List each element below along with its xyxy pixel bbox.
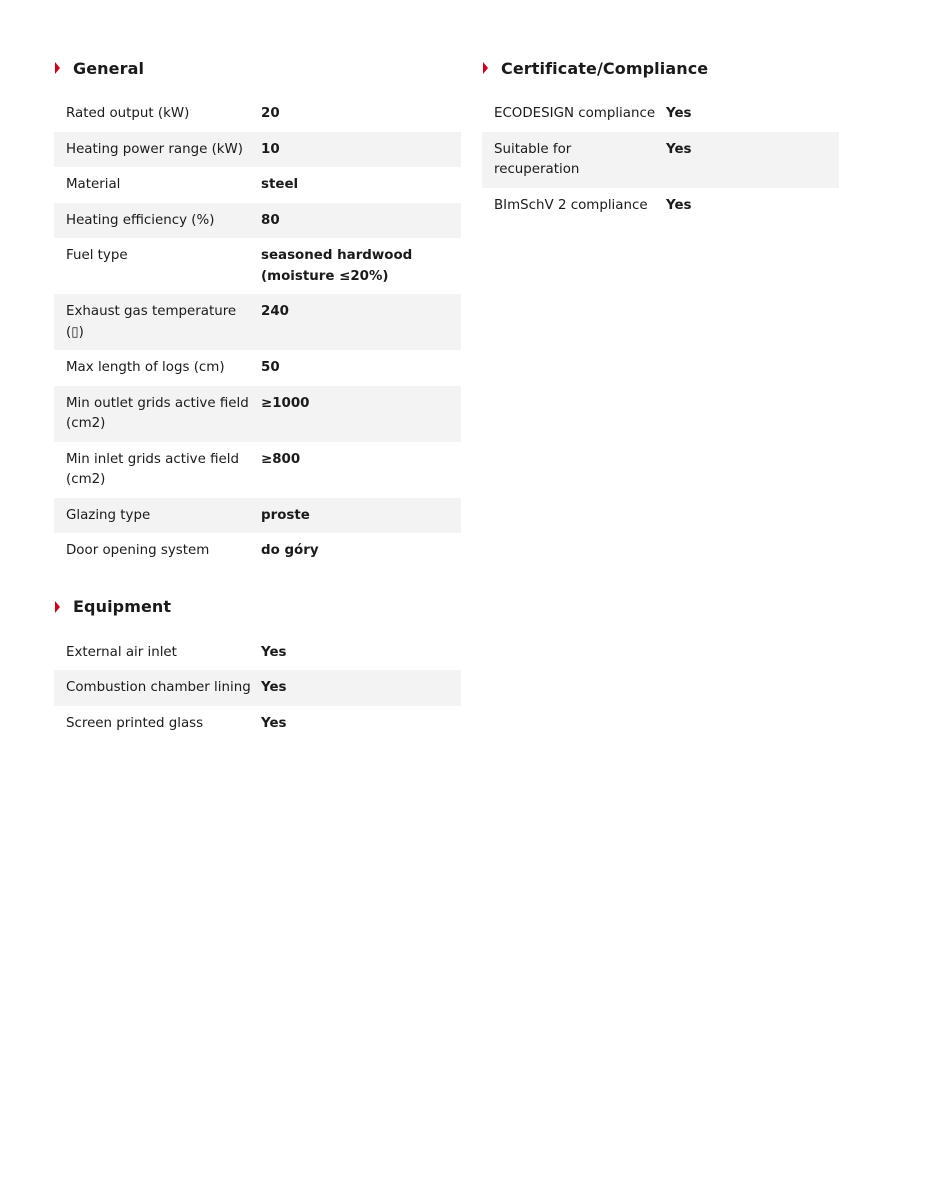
section-header-general	[54, 56, 461, 80]
spec-label: Rated output (kW)	[66, 106, 190, 121]
table-row	[54, 294, 461, 350]
table-row	[54, 167, 461, 203]
table-row	[54, 635, 461, 671]
spec-value: 10	[261, 141, 280, 157]
section-title: Certificate/Compliance	[501, 58, 709, 78]
spec-label: External air inlet	[66, 644, 177, 660]
table-row	[482, 132, 839, 188]
spec-label: Material	[66, 177, 121, 192]
spec-value: ≥800	[261, 451, 301, 467]
table-row	[54, 96, 461, 132]
spec-value: 240	[261, 304, 289, 319]
spec-label: Exhaust gas temperature (▯)	[66, 304, 237, 340]
spec-value: Yes	[666, 106, 692, 121]
table-row	[54, 533, 461, 569]
table-row	[54, 132, 461, 168]
spec-label: Screen printed glass	[66, 715, 204, 731]
spec-value: ≥1000	[261, 395, 310, 411]
table-row	[54, 350, 461, 386]
section-header-equipment	[54, 595, 461, 619]
table-row	[54, 498, 461, 534]
table-row	[54, 442, 461, 498]
spec-label: Fuel type	[66, 248, 128, 263]
section-certificate	[482, 56, 839, 223]
spec-value: Yes	[666, 141, 692, 157]
caret-right-icon	[55, 62, 60, 74]
caret-right-icon	[483, 62, 488, 74]
section-header-certificate	[482, 56, 839, 80]
table-row	[54, 706, 461, 742]
section-title: General	[73, 58, 145, 78]
spec-value: 50	[261, 360, 280, 375]
spec-value: 20	[261, 106, 280, 121]
spec-value: Yes	[261, 715, 287, 731]
spec-label: Glazing type	[66, 507, 151, 523]
section-general	[54, 56, 461, 569]
spec-table-equipment	[54, 635, 461, 742]
section-equipment	[54, 595, 461, 742]
spec-label: Combustion chamber lining	[66, 680, 251, 695]
table-row	[54, 670, 461, 706]
spec-table-certificate	[482, 96, 839, 223]
spec-label: Max length of logs (cm)	[66, 360, 225, 375]
section-title: Equipment	[73, 597, 172, 616]
spec-value: proste	[261, 507, 310, 523]
spec-label: Heating power range (kW)	[66, 141, 244, 157]
table-row	[54, 203, 461, 239]
table-row	[482, 188, 839, 224]
spec-value: Yes	[261, 680, 287, 695]
spec-label: Min inlet grids active field (cm2)	[66, 451, 239, 487]
table-row	[54, 386, 461, 442]
spec-value: steel	[261, 177, 299, 192]
spec-value: seasoned hardwood (moisture ≤20%)	[261, 248, 413, 284]
table-row	[54, 238, 461, 294]
spec-value: 80	[261, 212, 280, 228]
spec-label: Min outlet grids active field (cm2)	[66, 395, 249, 431]
spec-label: Heating efficiency (%)	[66, 212, 215, 228]
caret-right-icon	[55, 601, 60, 613]
table-row	[482, 96, 839, 132]
spec-label: Suitable for recuperation	[494, 141, 580, 177]
left-column	[54, 56, 461, 767]
spec-label: ECODESIGN compliance	[494, 106, 656, 121]
spec-value: Yes	[666, 197, 692, 213]
spec-label: BImSchV 2 compliance	[494, 197, 648, 213]
spec-value: do góry	[261, 543, 319, 558]
spec-table-general	[54, 96, 461, 569]
right-column	[482, 56, 839, 249]
spec-label: Door opening system	[66, 543, 210, 558]
spec-value: Yes	[261, 644, 287, 660]
